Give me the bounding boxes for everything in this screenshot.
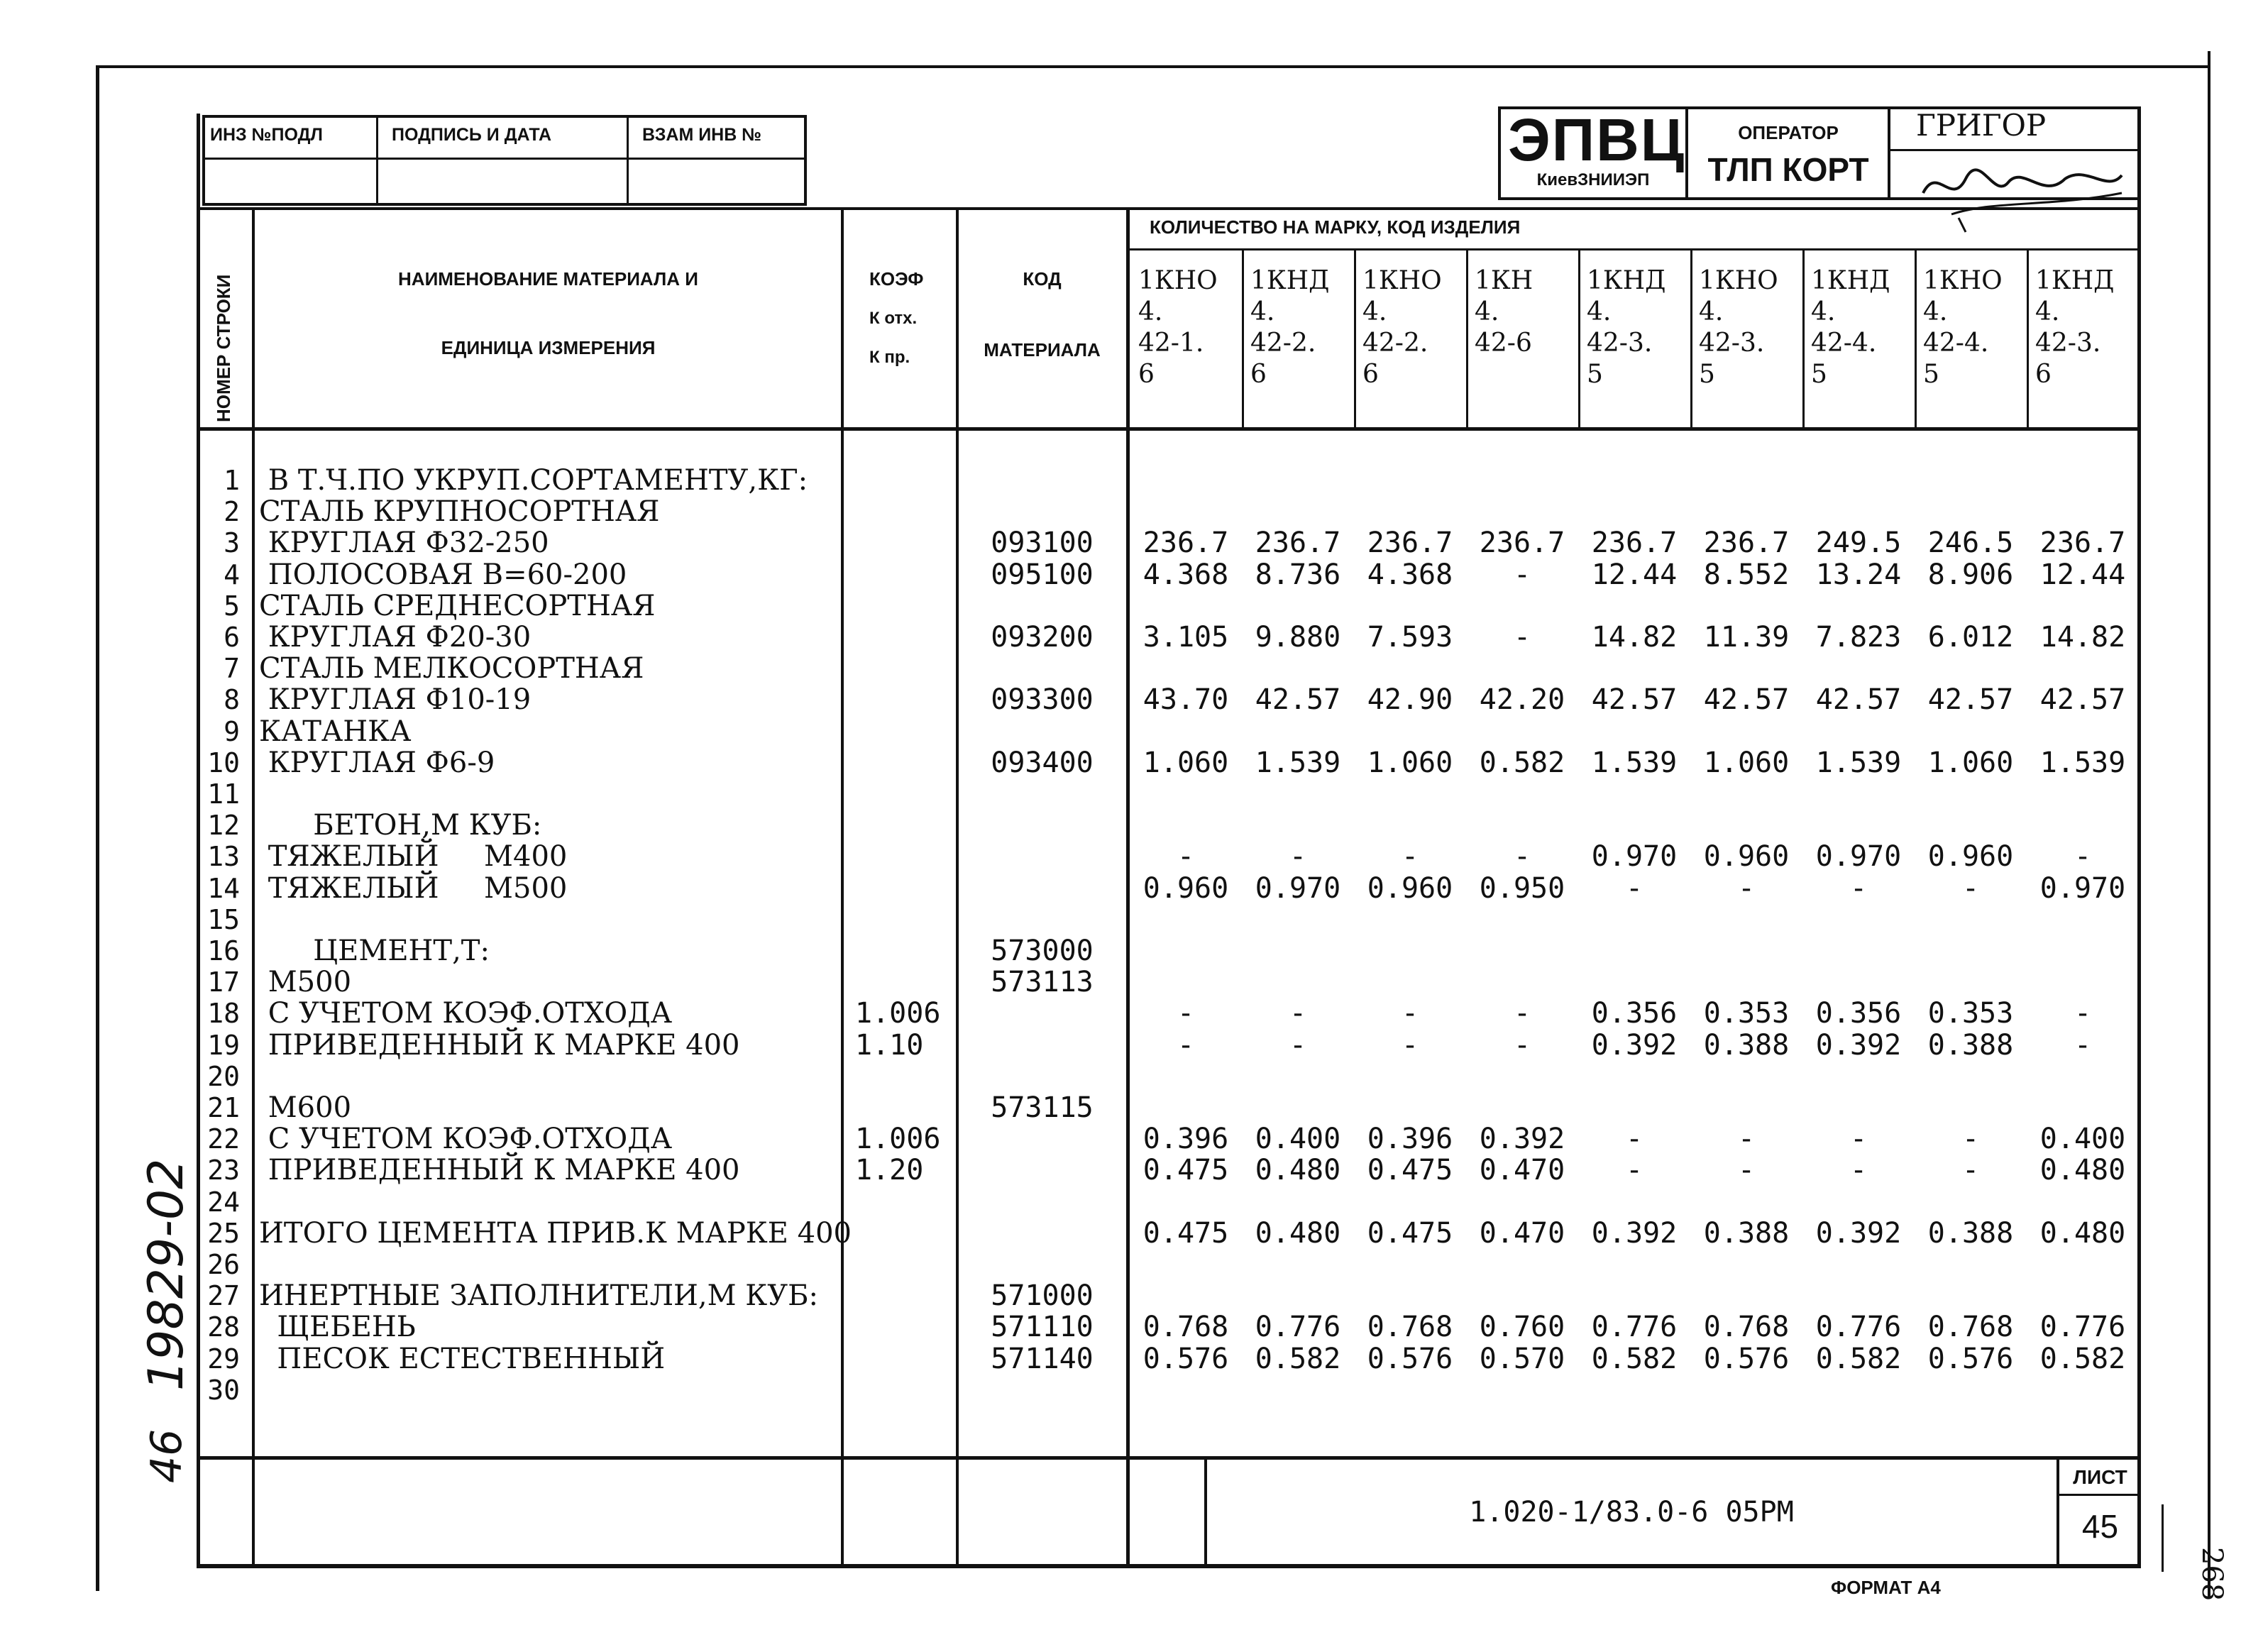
stamp-mid-line [202, 158, 807, 160]
row-value: 0.582 [1815, 1342, 1902, 1375]
qty-col-header: 42-3. [1587, 329, 1653, 358]
row-value: 0.388 [1703, 1028, 1790, 1062]
qty-col-header: 4. [1699, 297, 1724, 326]
row-value: 7.593 [1367, 621, 1453, 654]
row-number: 7 [224, 653, 240, 685]
row-value: 0.950 [1479, 871, 1565, 905]
row-value: 1.539 [1591, 746, 1678, 779]
row-name: КАТАНКА [259, 715, 412, 748]
row-value: 14.82 [2039, 621, 2126, 654]
footer-sheet-line [2056, 1494, 2141, 1496]
footer-side-tick [2162, 1504, 2164, 1572]
stamp-replace-label: ВЗАМ ИНВ № [642, 125, 762, 145]
qty-col-divider [1690, 250, 1692, 427]
row-value: - [1289, 1028, 1307, 1062]
row-value: 8.552 [1703, 558, 1790, 591]
qty-col-header: 5 [1587, 360, 1603, 389]
row-number: 16 [207, 935, 240, 967]
row-value: 42.57 [1927, 683, 2014, 717]
qty-col-divider [1354, 250, 1356, 427]
row-value: 0.582 [1479, 746, 1565, 779]
row-value: 0.576 [1703, 1342, 1790, 1375]
row-value: 8.736 [1255, 558, 1341, 591]
org-operator-label: ОПЕРАТОР [1738, 122, 1839, 143]
row-number: 26 [207, 1249, 240, 1280]
qty-col-divider [2027, 250, 2029, 427]
row-number: 9 [224, 715, 240, 747]
qty-col-divider [1242, 250, 1244, 427]
row-value: 1.060 [1142, 746, 1229, 779]
header-code-line1: КОД [1023, 268, 1062, 290]
qty-col-header: 42-6 [1475, 329, 1532, 358]
row-number: 24 [207, 1186, 240, 1218]
row-value: 3.105 [1142, 621, 1229, 654]
qty-col-header: 5 [1811, 360, 1827, 389]
row-value: 0.353 [1927, 997, 2014, 1030]
stamp-inv-label: ИНЗ №ПОДЛ [210, 125, 323, 145]
footer-sheet-label: ЛИСТ [2073, 1466, 2127, 1488]
row-value: 11.39 [1703, 621, 1790, 654]
row-value: 0.353 [1703, 997, 1790, 1030]
row-value: 42.20 [1479, 683, 1565, 717]
row-value: - [1849, 1154, 1868, 1187]
header-bottom-line [197, 427, 2141, 431]
row-value: 0.400 [2039, 1123, 2126, 1156]
qty-col-header: 1КН [1475, 266, 1534, 295]
row-value: 236.7 [1367, 527, 1453, 560]
row-value: 0.475 [1142, 1154, 1229, 1187]
row-name: ПОЛОСОВАЯ В=60-200 [259, 558, 627, 591]
row-value: - [1737, 871, 1756, 905]
row-number: 17 [207, 967, 240, 998]
row-name: М500 [259, 966, 352, 999]
qty-col-header: 1КНД [1811, 266, 1890, 295]
qty-col-header: 6 [1362, 360, 1379, 389]
qty-col-header: 1КНД [1587, 266, 1666, 295]
row-value: 0.470 [1479, 1216, 1565, 1250]
row-value: 42.57 [1815, 683, 1902, 717]
row-value: 0.475 [1367, 1154, 1453, 1187]
row-value: - [1737, 1123, 1756, 1156]
row-value: 1.060 [1367, 746, 1453, 779]
row-value: - [1289, 840, 1307, 874]
row-value: 0.582 [1255, 1342, 1341, 1375]
row-value: - [1961, 1123, 1980, 1156]
org-grigor: ГРИГОР [1916, 108, 2047, 143]
row-value: 0.470 [1479, 1154, 1565, 1187]
row-number: 20 [207, 1060, 240, 1092]
row-value: 0.392 [1591, 1028, 1678, 1062]
qty-col-divider [1802, 250, 1805, 427]
row-value: 0.392 [1591, 1216, 1678, 1250]
row-number: 8 [224, 684, 240, 716]
org-div-2 [1888, 106, 1890, 200]
row-value: 0.970 [2039, 871, 2126, 905]
row-code: 571110 [991, 1311, 1094, 1344]
qty-col-header: 42-4. [1811, 329, 1877, 358]
stamp-sign-label: ПОДПИСЬ И ДАТА [392, 125, 552, 145]
row-name: ПЕСОК ЕСТЕСТВЕННЫЙ [259, 1342, 666, 1375]
org-logo-sub: КиевЗНИИЭП [1536, 170, 1650, 189]
row-value: 0.475 [1142, 1216, 1229, 1250]
row-code: 573115 [991, 1091, 1094, 1124]
row-code: 571140 [991, 1342, 1094, 1375]
header-qty-title: КОЛИЧЕСТВО НА МАРКУ, КОД ИЗДЕЛИЯ [1150, 216, 1521, 238]
row-name: КРУГЛАЯ Ф20-30 [259, 621, 532, 654]
row-name: С УЧЕТОМ КОЭФ.ОТХОДА [259, 997, 673, 1030]
row-name: БЕТОН,М КУБ: [259, 809, 542, 842]
row-value: - [1513, 997, 1531, 1030]
row-number: 5 [224, 590, 240, 622]
row-number: 11 [207, 778, 240, 810]
header-row-no: НОМЕР СТРОКИ [213, 274, 234, 422]
footer-format: ФОРМАТ А4 [1831, 1577, 1941, 1598]
row-name: ПРИВЕДЕННЫЙ К МАРКЕ 400 [259, 1154, 740, 1187]
qty-col-header: 42-3. [1699, 329, 1765, 358]
header-name-line1: НАИМЕНОВАНИЕ МАТЕРИАЛА И [398, 268, 698, 290]
row-value: 0.768 [1367, 1311, 1453, 1344]
row-value: 0.970 [1815, 840, 1902, 874]
row-name: ТЯЖЕЛЫЙ М400 [259, 840, 568, 874]
row-value: 0.388 [1927, 1028, 2014, 1062]
qty-col-divider [1466, 250, 1468, 427]
row-value: 0.570 [1479, 1342, 1565, 1375]
row-number: 25 [207, 1217, 240, 1249]
qty-col-header: 42-2. [1250, 329, 1316, 358]
qty-col-header: 42-1. [1138, 329, 1204, 358]
qty-col-header: 4. [1250, 297, 1275, 326]
row-value: 1.539 [2039, 746, 2126, 779]
org-operator-name: ТЛП КОРТ [1707, 151, 1869, 188]
row-value: - [1401, 1028, 1419, 1062]
row-number: 3 [224, 527, 240, 559]
row-number: 6 [224, 622, 240, 653]
frame-right-outer [2208, 51, 2210, 1598]
row-code: 093100 [991, 527, 1094, 560]
row-value: 0.970 [1255, 871, 1341, 905]
row-value: 42.57 [2039, 683, 2126, 717]
qty-col-header: 4. [1811, 297, 1836, 326]
row-number: 13 [207, 841, 240, 873]
row-value: - [1401, 997, 1419, 1030]
row-value: 12.44 [2039, 558, 2126, 591]
row-value: - [1849, 871, 1868, 905]
row-name: ПРИВЕДЕННЫЙ К МАРКЕ 400 [259, 1028, 740, 1062]
row-number: 28 [207, 1311, 240, 1343]
row-value: - [1177, 840, 1195, 874]
signature-scribble [1909, 150, 2136, 236]
row-value: 0.480 [2039, 1216, 2126, 1250]
row-number: 12 [207, 810, 240, 842]
row-value: - [1625, 1123, 1643, 1156]
row-coef: 1.10 [855, 1028, 924, 1062]
row-value: 236.7 [1255, 527, 1341, 560]
row-value: 0.960 [1367, 871, 1453, 905]
row-value: 0.582 [1591, 1342, 1678, 1375]
qty-col-header: 4. [1362, 297, 1387, 326]
row-coef: 1.20 [855, 1154, 924, 1187]
qty-col-header: 6 [1250, 360, 1267, 389]
row-value: 0.392 [1479, 1123, 1565, 1156]
row-value: - [1513, 621, 1531, 654]
row-value: - [1625, 1154, 1643, 1187]
stamp-div-2 [627, 115, 629, 206]
row-value: 0.480 [1255, 1216, 1341, 1250]
row-name: М600 [259, 1091, 352, 1124]
row-value: 246.5 [1927, 527, 2014, 560]
row-number: 2 [224, 496, 240, 528]
row-number: 29 [207, 1343, 240, 1375]
row-value: 0.392 [1815, 1028, 1902, 1062]
row-code: 093400 [991, 746, 1094, 779]
row-value: 12.44 [1591, 558, 1678, 591]
stamp-div-1 [376, 115, 378, 206]
row-name: ТЯЖЕЛЫЙ М500 [259, 871, 568, 905]
qty-col-header: 4. [1923, 297, 1948, 326]
qty-title-line [1129, 248, 2141, 250]
row-value: 236.7 [1479, 527, 1565, 560]
row-name: ИТОГО ЦЕМЕНТА ПРИВ.К МАРКЕ 400 [259, 1216, 852, 1250]
footer-doc-code: 1.020-1/83.0-6 05РМ [1469, 1496, 1794, 1529]
row-code: 093300 [991, 683, 1094, 717]
row-code: 573113 [991, 966, 1094, 999]
row-value: 0.970 [1591, 840, 1678, 874]
row-value: - [1961, 871, 1980, 905]
row-value: 0.776 [1591, 1311, 1678, 1344]
row-value: 0.356 [1591, 997, 1678, 1030]
row-value: - [1961, 1154, 1980, 1187]
row-value: 4.368 [1367, 558, 1453, 591]
row-value: - [2074, 840, 2092, 874]
row-value: 236.7 [2039, 527, 2126, 560]
row-value: 0.576 [1927, 1342, 2014, 1375]
row-value: 0.400 [1255, 1123, 1341, 1156]
header-coef-line3: К пр. [869, 348, 910, 367]
row-value: 42.57 [1591, 683, 1678, 717]
row-value: - [2074, 1028, 2092, 1062]
row-number: 4 [224, 558, 240, 590]
row-number: 23 [207, 1155, 240, 1186]
row-name: СТАЛЬ КРУПНОСОРТНАЯ [259, 495, 660, 529]
qty-col-header: 1КНО [1699, 266, 1778, 295]
row-value: 0.768 [1142, 1311, 1229, 1344]
qty-col-header: 1КНД [1250, 266, 1330, 295]
row-coef: 1.006 [855, 997, 941, 1030]
row-value: 0.768 [1703, 1311, 1790, 1344]
row-number: 14 [207, 872, 240, 904]
row-value: 42.57 [1255, 683, 1341, 717]
qty-col-header: 4. [1138, 297, 1163, 326]
row-value: 236.7 [1591, 527, 1678, 560]
row-value: 0.960 [1927, 840, 2014, 874]
row-value: 0.760 [1479, 1311, 1565, 1344]
qty-col-header: 1КНО [1138, 266, 1218, 295]
row-name: ИНЕРТНЫЕ ЗАПОЛНИТЕЛИ,М КУБ: [259, 1279, 819, 1313]
row-code: 573000 [991, 935, 1094, 967]
col-line-name [841, 207, 844, 1564]
row-value: - [1513, 1028, 1531, 1062]
qty-col-header: 1КНО [1923, 266, 2003, 295]
row-name: В Т.Ч.ПО УКРУП.СОРТАМЕНТУ,КГ: [259, 464, 808, 497]
qty-col-header: 42-4. [1923, 329, 1989, 358]
row-value: 0.356 [1815, 997, 1902, 1030]
qty-col-header: 42-3. [2035, 329, 2101, 358]
row-value: - [1625, 871, 1643, 905]
row-value: 0.388 [1927, 1216, 2014, 1250]
handwritten-page: 46 [142, 1428, 192, 1483]
qty-col-header: 4. [2035, 297, 2060, 326]
row-value: 42.90 [1367, 683, 1453, 717]
row-value: 249.5 [1815, 527, 1902, 560]
row-value: - [1401, 840, 1419, 874]
row-value: - [1513, 840, 1531, 874]
row-value: 0.392 [1815, 1216, 1902, 1250]
row-value: 0.576 [1367, 1342, 1453, 1375]
footer-top-line [197, 1456, 2141, 1460]
footer-side-number: 268 [2196, 1547, 2228, 1602]
qty-col-header: 1КНД [2035, 266, 2115, 295]
row-value: 0.396 [1142, 1123, 1229, 1156]
row-value: - [1737, 1154, 1756, 1187]
row-value: 0.388 [1703, 1216, 1790, 1250]
row-value: 0.582 [2039, 1342, 2126, 1375]
row-value: 0.776 [1815, 1311, 1902, 1344]
org-div-1 [1685, 106, 1688, 200]
row-code: 571000 [991, 1279, 1094, 1313]
row-name: ЦЕМЕНТ,Т: [259, 935, 490, 967]
row-value: 0.776 [1255, 1311, 1341, 1344]
frame-left-outer [96, 65, 99, 1591]
row-value: 43.70 [1142, 683, 1229, 717]
row-value: 0.960 [1142, 871, 1229, 905]
row-value: 0.396 [1367, 1123, 1453, 1156]
row-number: 10 [207, 747, 240, 778]
row-value: 9.880 [1255, 621, 1341, 654]
qty-col-header: 4. [1587, 297, 1612, 326]
row-coef: 1.006 [855, 1123, 941, 1156]
qty-col-header: 4. [1475, 297, 1499, 326]
row-value: 236.7 [1703, 527, 1790, 560]
row-number: 22 [207, 1123, 240, 1155]
row-value: 13.24 [1815, 558, 1902, 591]
qty-col-header: 6 [1138, 360, 1155, 389]
row-value: 14.82 [1591, 621, 1678, 654]
row-number: 27 [207, 1280, 240, 1312]
row-number: 18 [207, 998, 240, 1030]
qty-col-header: 1КНО [1362, 266, 1442, 295]
handwritten-number: 19829-02 [138, 1158, 194, 1391]
row-value: 1.539 [1255, 746, 1341, 779]
row-name: КРУГЛАЯ Ф32-250 [259, 527, 549, 560]
row-code: 095100 [991, 558, 1094, 591]
row-value: 1.539 [1815, 746, 1902, 779]
qty-col-header: 5 [1923, 360, 1939, 389]
row-value: 0.480 [1255, 1154, 1341, 1187]
row-value: 7.823 [1815, 621, 1902, 654]
row-value: - [1177, 997, 1195, 1030]
row-value: 0.776 [2039, 1311, 2126, 1344]
row-number: 21 [207, 1092, 240, 1123]
row-name: КРУГЛАЯ Ф10-19 [259, 683, 532, 717]
qty-col-header: 6 [2035, 360, 2052, 389]
row-value: - [1177, 1028, 1195, 1062]
row-value: 1.060 [1927, 746, 2014, 779]
row-value: - [1849, 1123, 1868, 1156]
header-coef-line2: К отх. [869, 309, 918, 328]
row-number: 15 [207, 903, 240, 935]
qty-col-header: 42-2. [1362, 329, 1428, 358]
col-line-rowno [252, 207, 255, 1564]
row-value: 0.480 [2039, 1154, 2126, 1187]
row-value: 0.768 [1927, 1311, 2014, 1344]
header-coef-line1: КОЭФ [869, 268, 924, 290]
row-number: 19 [207, 1029, 240, 1061]
qty-col-divider [1915, 250, 1917, 427]
qty-col-divider [1578, 250, 1580, 427]
row-name: С УЧЕТОМ КОЭФ.ОТХОДА [259, 1123, 673, 1156]
row-value: 0.576 [1142, 1342, 1229, 1375]
row-name: СТАЛЬ СРЕДНЕСОРТНАЯ [259, 589, 656, 622]
row-name: ЩЕБЕНЬ [259, 1311, 416, 1344]
row-value: 6.012 [1927, 621, 2014, 654]
row-value: - [1513, 558, 1531, 591]
header-name-line2: ЕДИНИЦА ИЗМЕРЕНИЯ [441, 337, 656, 358]
row-number: 30 [207, 1374, 240, 1406]
row-value: 0.475 [1367, 1216, 1453, 1250]
row-name: СТАЛЬ МЕЛКОСОРТНАЯ [259, 652, 644, 685]
qty-col-header: 5 [1699, 360, 1715, 389]
row-value: - [2074, 997, 2092, 1030]
row-value: - [1289, 997, 1307, 1030]
row-value: 8.906 [1927, 558, 2014, 591]
footer-sheet-no: 45 [2081, 1508, 2119, 1545]
header-code-line2: МАТЕРИАЛА [984, 339, 1101, 360]
row-code: 093200 [991, 621, 1094, 654]
row-value: 42.57 [1703, 683, 1790, 717]
row-number: 1 [224, 465, 240, 496]
row-value: 0.960 [1703, 840, 1790, 874]
header-top-line [197, 207, 2141, 210]
row-value: 4.368 [1142, 558, 1229, 591]
org-logo-main: ЭПВЦ [1508, 106, 1686, 173]
row-value: 1.060 [1703, 746, 1790, 779]
frame-top-outer [96, 65, 2210, 68]
row-value: 236.7 [1142, 527, 1229, 560]
table-bottom [197, 1564, 2141, 1568]
row-name: КРУГЛАЯ Ф6-9 [259, 746, 495, 779]
